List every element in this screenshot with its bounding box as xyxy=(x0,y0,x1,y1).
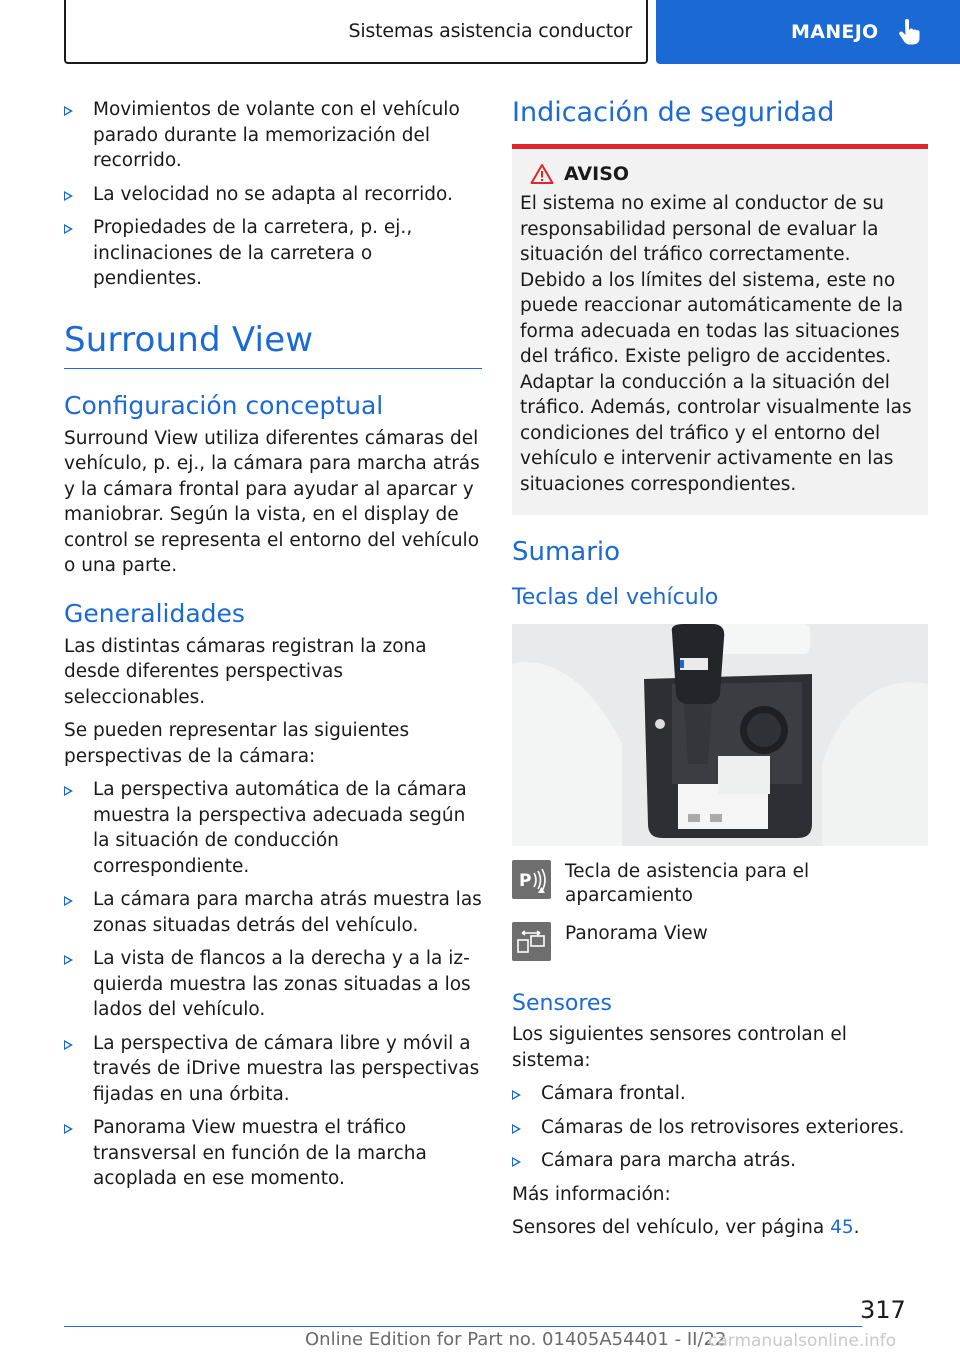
parking-assist-key-icon xyxy=(512,860,551,899)
bullet-triangle-icon xyxy=(64,1040,73,1050)
bullet-triangle-icon xyxy=(64,955,73,965)
bullet-triangle-icon xyxy=(512,1124,521,1134)
list-item: Cámara frontal. xyxy=(512,1081,928,1107)
warning-text: El sistema no exime al conductor de su responsabilidad personal de evaluar la situación del tráfico correctamente. Debido a los límites del sistema, este no puede reaccionar automáticamente de la forma adecuada en todas las situaciones del tráfico. Existe peligro de accidentes. Adaptar la conducción a la situación del tráfico. Además, controlar visualmente las condiciones del tráfico y el entorno del vehículo e intervenir activamente en las situaciones correspondientes. xyxy=(520,193,912,495)
surround-view-heading: Surround View xyxy=(64,320,482,369)
panorama-view-key-icon xyxy=(512,922,551,961)
footer-divider xyxy=(64,1326,862,1327)
more-info-label: Más información: xyxy=(512,1183,671,1205)
left-column xyxy=(64,97,482,1200)
parking-assist-key-label: Tecla de asistencia para el aparcamiento xyxy=(565,861,810,906)
edition-text: Online Edition for Part no. 01405A54401 - II/22 xyxy=(305,1329,727,1350)
concept-heading: Configuración conceptual xyxy=(64,390,384,420)
list-item: Propiedades de la carretera, p. ej., inclinaciones de la carretera o pendientes. xyxy=(64,215,482,292)
general-paragraph-1: Las distintas cámaras registran la zona desde diferentes perspectivas seleccionables. xyxy=(64,635,427,708)
section-header xyxy=(64,0,648,64)
keys-heading: Teclas del vehículo xyxy=(512,585,719,610)
warning-triangle-icon xyxy=(530,163,554,185)
warning-label: AVISO xyxy=(564,163,630,185)
bullet-triangle-icon xyxy=(64,224,73,234)
list-item: La perspectiva automática de la cámara muestra la perspectiva adecuada según la situación de conducción correspondiente. xyxy=(64,777,482,879)
concept-paragraph: Surround View utiliza diferentes cámaras del vehículo, p. ej., la cámara para marcha atrás y la cámara frontal para ayudar al aparcar y maniobrar. Según la vista, en el display de control se representa el entorno del vehículo o una parte. xyxy=(64,427,480,576)
page-number: 317 xyxy=(860,1296,906,1324)
page-reference-link[interactable]: 45 xyxy=(830,1217,854,1238)
warning-box xyxy=(512,149,928,515)
sensors-heading: Sensores xyxy=(512,991,612,1016)
summary-heading: Sumario xyxy=(512,537,621,567)
list-item: La cámara para marcha atrás muestra las zonas situadas detrás del vehículo. xyxy=(64,887,482,938)
panorama-view-key-label: Panorama View xyxy=(565,923,708,944)
watermark: carmanualsonline.info xyxy=(708,1331,897,1351)
bullet-triangle-icon xyxy=(64,896,73,906)
list-item: La perspectiva de cámara libre y móvil a través de iDrive muestra las perspectivas fijadas en una órbita. xyxy=(64,1031,482,1108)
list-item: Panorama View muestra el tráfico transversal en función de la marcha acoplada en ese momento. xyxy=(64,1115,482,1192)
warning-header xyxy=(530,163,920,185)
section-title: Sistemas asistencia conductor xyxy=(348,20,632,42)
svg-text:P: P xyxy=(518,870,531,891)
bullet-triangle-icon xyxy=(64,1124,73,1134)
list-item: Movimientos de volante con el vehículo parado durante la memorización del recorrido. xyxy=(64,97,482,174)
parking-assist-key-row xyxy=(512,860,928,908)
general-paragraph-2: Se pueden representar las siguientes perspectivas de la cámara: xyxy=(64,720,410,767)
vehicle-console-image xyxy=(512,624,928,846)
list-item: Cámara para marcha atrás. xyxy=(512,1148,928,1174)
sensors-intro: Los siguientes sensores controlan el sistema: xyxy=(512,1024,847,1071)
chapter-title: MANEJO xyxy=(791,21,879,43)
hand-pointer-icon xyxy=(899,18,923,46)
safety-heading: Indicación de seguridad xyxy=(512,97,928,149)
chapter-tab xyxy=(656,0,960,64)
general-heading: Generalidades xyxy=(64,598,245,628)
bullet-triangle-icon xyxy=(64,191,73,201)
list-item: Cámaras de los retrovisores exteriores. xyxy=(512,1115,928,1141)
sensor-reference: Sensores del vehículo, ver página 45. xyxy=(512,1217,860,1238)
list-item: La vista de flancos a la derecha y a la izquierda muestra las zonas situadas a los lados del vehículo. xyxy=(64,946,482,1023)
right-column xyxy=(512,97,928,1249)
panorama-view-key-row xyxy=(512,922,928,961)
bullet-triangle-icon xyxy=(64,786,73,796)
list-item: La velocidad no se adapta al recorrido. xyxy=(64,182,482,208)
bullet-triangle-icon xyxy=(64,106,73,116)
bullet-triangle-icon xyxy=(512,1157,521,1167)
bullet-triangle-icon xyxy=(512,1090,521,1100)
